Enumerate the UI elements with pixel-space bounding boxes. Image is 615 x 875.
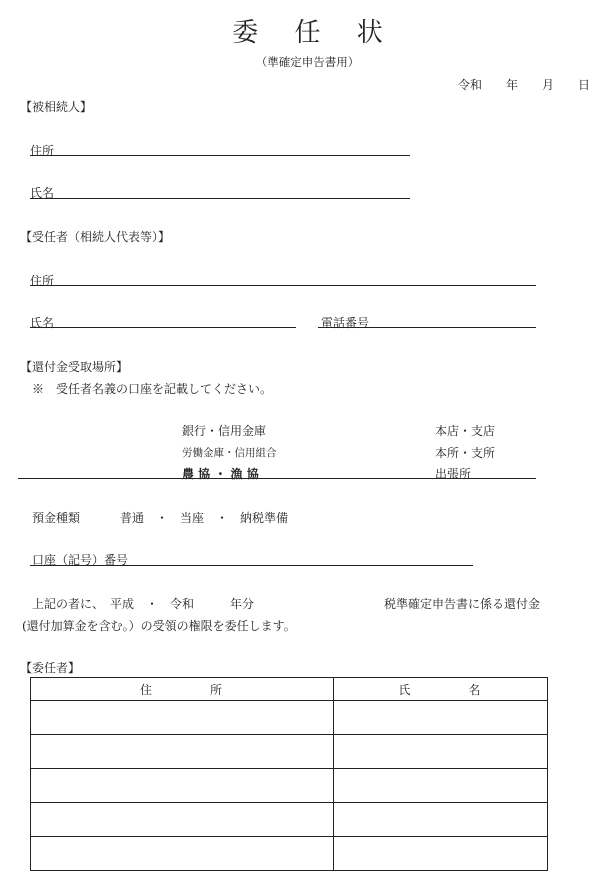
branch-type-option[interactable]: 本所・支所 — [435, 446, 496, 460]
statement-line2: (還付加算金を含む。）の受領の権限を委任します。 — [22, 619, 296, 633]
principal-address-cell[interactable] — [31, 803, 334, 837]
date-field[interactable]: 令和 年 月 日 — [458, 78, 591, 92]
statement-line1-start: 上記の者に、 平成 ・ 令和 年分 — [32, 597, 255, 611]
table-row — [31, 837, 548, 871]
principal-name-cell[interactable] — [334, 837, 548, 871]
principal-name-cell[interactable] — [334, 803, 548, 837]
bank-type-option[interactable]: 農 協 ・ 漁 協 — [182, 467, 259, 481]
bank-name-field[interactable] — [18, 478, 536, 479]
deceased-address-field[interactable] — [30, 155, 410, 156]
principal-name-cell[interactable] — [334, 735, 548, 769]
principal-name-cell[interactable] — [334, 769, 548, 803]
agent-address-label: 住所 — [30, 274, 55, 288]
agent-address-field[interactable] — [30, 285, 536, 286]
agent-name-label: 氏名 — [30, 316, 55, 330]
bank-type-option[interactable]: 労働金庫・信用組合 — [182, 447, 277, 459]
table-row — [31, 803, 548, 837]
principal-name-cell[interactable] — [334, 701, 548, 735]
refund-section-label: 【還付金受取場所】 — [20, 360, 129, 374]
refund-note: ※ 受任者名義の口座を記載してください。 — [32, 382, 273, 396]
branch-type-option[interactable]: 本店・支店 — [435, 424, 496, 438]
bank-type-option[interactable]: 銀行・信用金庫 — [182, 424, 267, 438]
deceased-section-label: 【被相続人】 — [20, 100, 93, 114]
document-title: 委 任 状 — [232, 18, 397, 48]
principal-address-cell[interactable] — [31, 701, 334, 735]
table-row — [31, 735, 548, 769]
document-subtitle: （準確定申告書用） — [255, 55, 360, 69]
table-row — [31, 701, 548, 735]
principal-address-cell[interactable] — [31, 837, 334, 871]
principal-address-cell[interactable] — [31, 735, 334, 769]
agent-phone-label: 電話番号 — [321, 316, 370, 330]
principals-table — [30, 677, 548, 871]
deceased-name-label: 氏名 — [30, 186, 55, 200]
table-row — [31, 769, 548, 803]
agent-section-label: 【受任者（相続人代表等）】 — [20, 230, 171, 244]
address-column-header: 住 所 — [31, 678, 334, 701]
deposit-type-label: 預金種類 — [32, 511, 81, 525]
deposit-type-options[interactable]: 普通 ・ 当座 ・ 納税準備 — [120, 511, 289, 525]
statement-line1-end: 税準確定申告書に係る還付金 — [384, 597, 541, 611]
agent-phone-field[interactable] — [318, 327, 536, 328]
agent-name-field[interactable] — [30, 327, 296, 328]
table-header-row — [31, 678, 548, 701]
branch-type-option[interactable]: 出張所 — [435, 467, 472, 481]
account-number-label: 口座（記号）番号 — [32, 553, 129, 567]
account-number-field[interactable] — [30, 565, 473, 566]
deceased-address-label: 住所 — [30, 144, 55, 158]
name-column-header: 氏 名 — [334, 678, 548, 701]
principals-section-label: 【委任者】 — [20, 661, 81, 675]
deceased-name-field[interactable] — [30, 198, 410, 199]
principal-address-cell[interactable] — [31, 769, 334, 803]
